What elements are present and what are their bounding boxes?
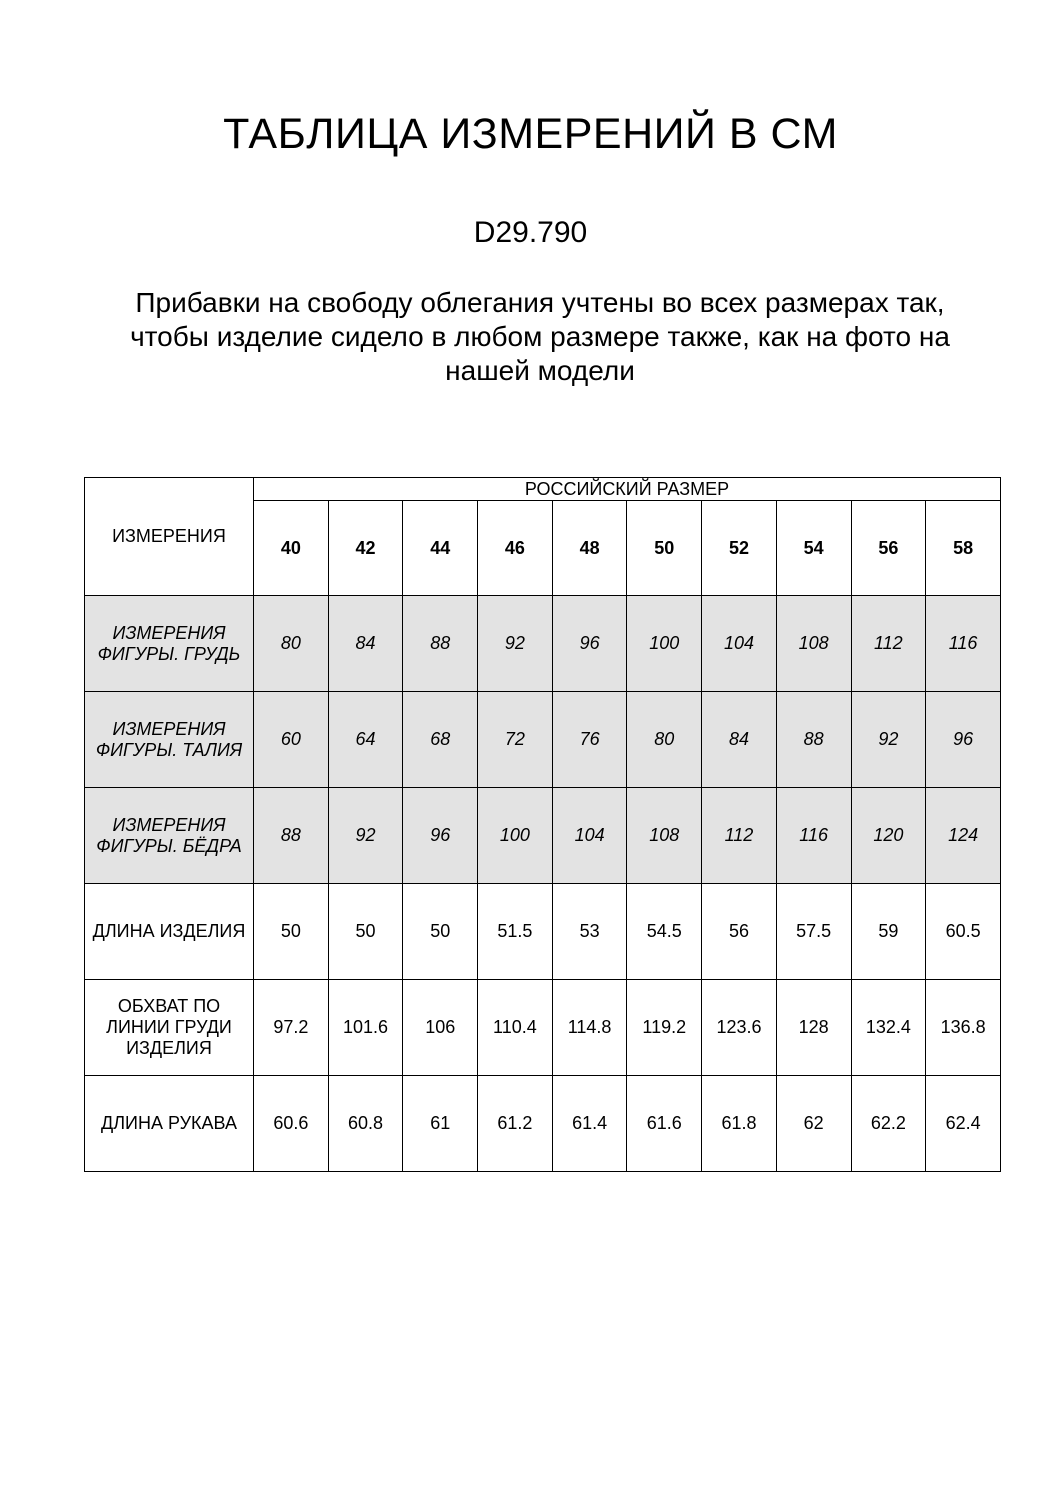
table-cell: 68	[403, 692, 478, 788]
table-header-row	[85, 478, 1001, 501]
table-cell: 92	[478, 596, 553, 692]
product-code: D29.790	[473, 216, 588, 249]
table-cell: 61.2	[478, 1076, 553, 1172]
table-cell: 96	[403, 788, 478, 884]
table-cell: 72	[478, 692, 553, 788]
size-table	[84, 477, 1001, 1172]
table-cell: 132.4	[851, 980, 926, 1076]
table-cell: 116	[926, 596, 1001, 692]
row-label: ИЗМЕРЕНИЯ ФИГУРЫ. ГРУДЬ	[85, 596, 254, 692]
table-cell: 50	[328, 884, 403, 980]
table-cell: 88	[254, 788, 329, 884]
size-header-cell: 52	[702, 501, 777, 596]
table-cell: 88	[403, 596, 478, 692]
size-header-cell: 42	[328, 501, 403, 596]
table-row	[85, 692, 1001, 788]
table-cell: 108	[627, 788, 702, 884]
table-cell: 92	[328, 788, 403, 884]
table-cell: 60.8	[328, 1076, 403, 1172]
table-cell: 124	[926, 788, 1001, 884]
row-label: ИЗМЕРЕНИЯ ФИГУРЫ. ТАЛИЯ	[85, 692, 254, 788]
table-cell: 84	[702, 692, 777, 788]
table-cell: 76	[552, 692, 627, 788]
table-cell: 120	[851, 788, 926, 884]
table-cell: 100	[627, 596, 702, 692]
table-cell: 50	[254, 884, 329, 980]
size-header-cell: 56	[851, 501, 926, 596]
measurements-header: ИЗМЕРЕНИЯ	[85, 478, 254, 596]
table-cell: 123.6	[702, 980, 777, 1076]
table-cell: 119.2	[627, 980, 702, 1076]
table-cell: 59	[851, 884, 926, 980]
table-cell: 136.8	[926, 980, 1001, 1076]
table-cell: 104	[702, 596, 777, 692]
table-cell: 61.4	[552, 1076, 627, 1172]
row-label: ИЗМЕРЕНИЯ ФИГУРЫ. БЁДРА	[85, 788, 254, 884]
table-cell: 57.5	[776, 884, 851, 980]
size-header-cell: 40	[254, 501, 329, 596]
table-cell: 112	[702, 788, 777, 884]
table-cell: 62.4	[926, 1076, 1001, 1172]
table-cell: 53	[552, 884, 627, 980]
table-cell: 110.4	[478, 980, 553, 1076]
table-cell: 61.6	[627, 1076, 702, 1172]
row-label: ОБХВАТ ПО ЛИНИИ ГРУДИ ИЗДЕЛИЯ	[85, 980, 254, 1076]
page-title: ТАБЛИЦА ИЗМЕРЕНИЙ В СМ	[223, 110, 838, 158]
table-cell: 60	[254, 692, 329, 788]
table-cell: 100	[478, 788, 553, 884]
size-table-body	[85, 478, 1001, 1172]
table-cell: 106	[403, 980, 478, 1076]
table-row	[85, 596, 1001, 692]
table-cell: 88	[776, 692, 851, 788]
row-label: ДЛИНА ИЗДЕЛИЯ	[85, 884, 254, 980]
table-cell: 92	[851, 692, 926, 788]
table-cell: 60.6	[254, 1076, 329, 1172]
table-cell: 128	[776, 980, 851, 1076]
table-cell: 80	[254, 596, 329, 692]
size-header-cell: 48	[552, 501, 627, 596]
table-cell: 62	[776, 1076, 851, 1172]
size-header-cell: 54	[776, 501, 851, 596]
size-header-cell: 46	[478, 501, 553, 596]
table-row	[85, 788, 1001, 884]
table-cell: 64	[328, 692, 403, 788]
table-row	[85, 884, 1001, 980]
table-row	[85, 980, 1001, 1076]
table-cell: 60.5	[926, 884, 1001, 980]
fit-note: Прибавки на свободу облегания учтены во всех размерах так, чтобы изделие сидело в любом размере также, как на фото на нашей модели	[130, 287, 950, 386]
table-cell: 96	[926, 692, 1001, 788]
table-cell: 54.5	[627, 884, 702, 980]
table-cell: 56	[702, 884, 777, 980]
table-cell: 50	[403, 884, 478, 980]
table-cell: 114.8	[552, 980, 627, 1076]
table-cell: 97.2	[254, 980, 329, 1076]
table-cell: 116	[776, 788, 851, 884]
table-row	[85, 1076, 1001, 1172]
table-cell: 62.2	[851, 1076, 926, 1172]
table-cell: 84	[328, 596, 403, 692]
table-cell: 108	[776, 596, 851, 692]
table-cell: 96	[552, 596, 627, 692]
table-cell: 61	[403, 1076, 478, 1172]
row-label: ДЛИНА РУКАВА	[85, 1076, 254, 1172]
table-cell: 51.5	[478, 884, 553, 980]
russian-size-header: РОССИЙСКИЙ РАЗМЕР	[254, 478, 1001, 501]
size-header-cell: 58	[926, 501, 1001, 596]
table-cell: 112	[851, 596, 926, 692]
size-header-cell: 44	[403, 501, 478, 596]
table-cell: 80	[627, 692, 702, 788]
table-cell: 101.6	[328, 980, 403, 1076]
table-cell: 104	[552, 788, 627, 884]
size-header-cell: 50	[627, 501, 702, 596]
table-cell: 61.8	[702, 1076, 777, 1172]
